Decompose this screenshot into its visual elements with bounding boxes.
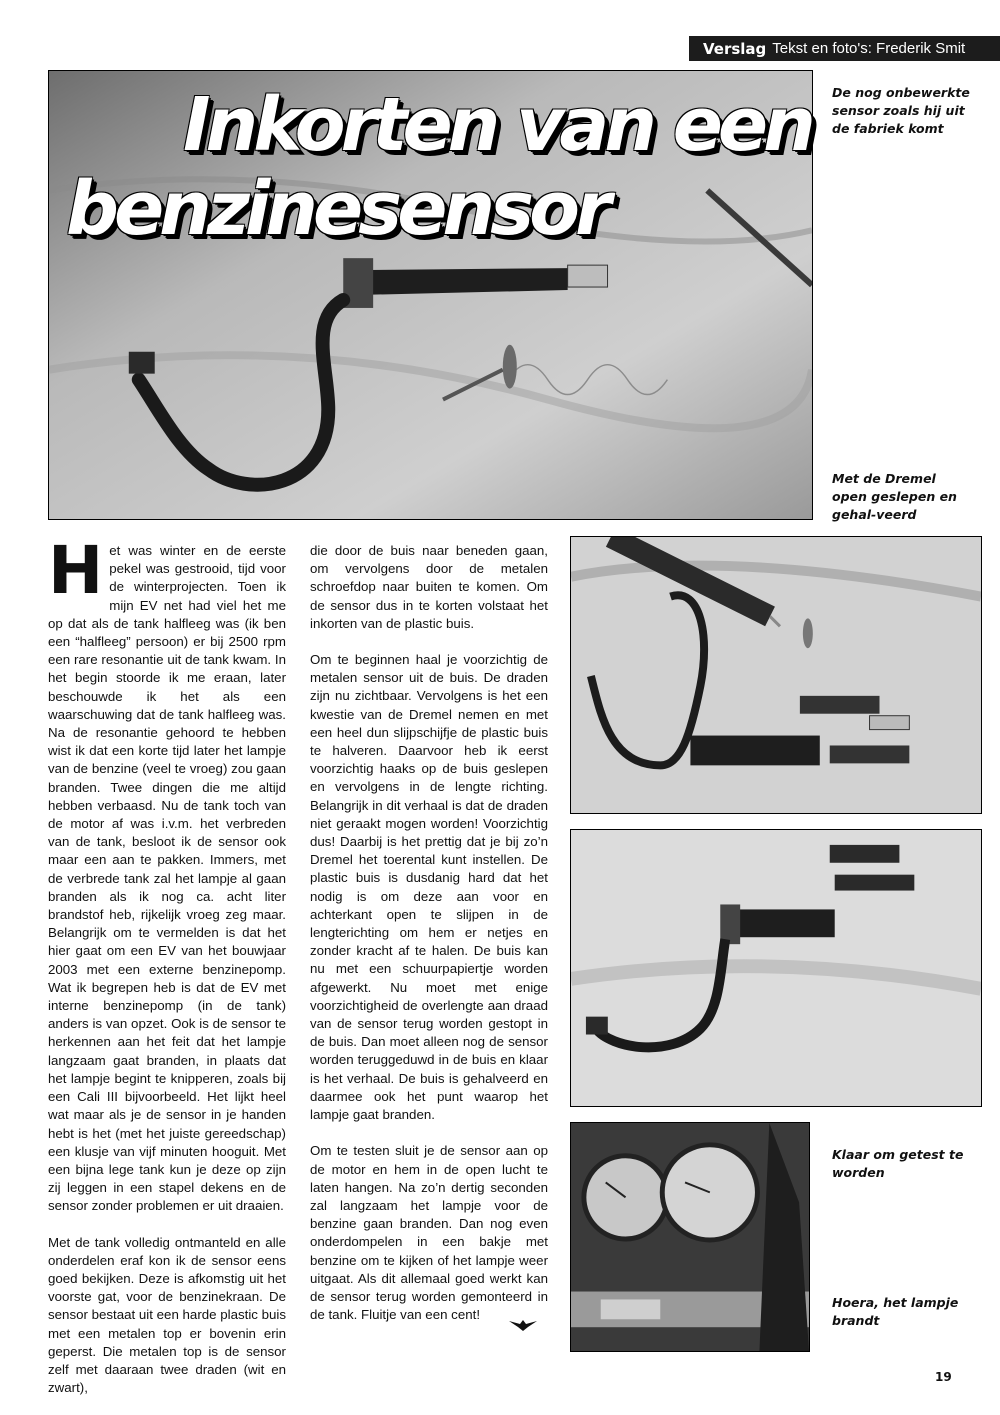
photo-opened-sensor (570, 536, 982, 814)
author-credit: Tekst en foto's: Frederik Smit (772, 40, 966, 57)
paragraph-1-text: et was winter en de eerste pekel was gestrooid, tijd voor de winterprojecten. Toen ik mijn EV net had viel het me op dat als de tank halfleeg was (ik ben een “halfleeg” persoon) er bij 2500 rpm een rare resonantie uit de tank kwam. In het begin stoorde ik me eraan, later beschouwde ik het als een waarschuwing dat de tank halfleeg was. Na de resonantie gehoord te hebben wist ik dat een korte tijd later het lampje van de benzine (veel te vroeg) zou gaan branden. Twee dingen die me altijd hebben verbaasd. Nu de tank toch van de motor af was i.v.m. het verbreden van de tank, besloot ik de sensor ook maar een aan te pakken. Immers, met de verbrede tank zal het lampje al gaan branden als ik nog ca. acht liter brandstof heb, rijkelijk vroeg zeg maar. Belangrijk om te vermelden is dat het hier gaat om een EV van het bouwjaar 2003 met een externe benzinepomp. Wat ik begrepen heb is dat de EV met interne benzinepomp (in de tank) anders is van opzet. Ook is de sensor te herkennen aan het feit dat het lampje langzaam gaat branden, in plaats dat het lampje begint te knipperen, zoals bij een Cali III bijvoorbeeld. Het lijkt heel wat maar als je de sensor in je handen hebt is het (met het juiste gereedschap) een klusje van vijf minuten hooguit. Met een bijna lege tank kun je deze op zijn zij leggen in een stapel dekens en de sensor zonder problemen er uit draaien. (48, 543, 286, 1214)
article-title-line-1: Inkorten van een (183, 82, 811, 168)
drop-cap: H (48, 532, 104, 609)
eagle-end-icon (508, 1318, 538, 1332)
page-number: 19 (935, 1370, 952, 1384)
photo-caption-3: Klaar om getest te worden (832, 1147, 964, 1180)
article-paragraph-4: Om te beginnen haal je voorzichtig de metalen sensor uit de buis. De draden zijn nu zichtbaar. Vervolgens is het een kwestie van de Dremel nemen en met een heel dun slijpschijfje de plastic buis te halveren. Daarvoor heb ik eerst voorzichtig haaks op de buis geslepen en vervolgens in de lengte richting. Belangrijk in dit verhaal is dat de draden niet geraakt mogen worden! Voorzichtig dus! Daarbij is het prettig dat je bij zo’n Dremel het toerental kunt instellen. De plastic buis is dusdanig hard dat het nodig is om deze aan voor en achterkant open te slijpen in de lengterichting om hem er netjes en zonder kracht af te halen. De buis kan nu met een schuurpapiertje worden afgewerkt. Nu moet met enige voorzichtigheid de overlengte aan draad van de sensor terug worden gestopt in de buis. Dan moet alleen nog de sensor worden teruggeduwd in de buis en klaar is het verhaal. De buis is gehalveerd en daarmee ook het punt waarop het lampje gaat branden. (310, 652, 548, 1123)
article-column-1 (48, 532, 287, 1415)
article-paragraph-1 (48, 532, 286, 1216)
article-column-2 (310, 542, 548, 1342)
article-paragraph-5: Om te testen sluit je de sensor aan op de motor en hem in de open lucht te laten hangen. Na zo’n dertig seconden zal langzaam het lampje voor de benzine gaan branden. Dan nog even onderdompelen in een bakje met benzine om te kijken of het lampje weer uitgaat. Als dit allemaal goed werkt kan de sensor terug worden gemonteerd in de tank. Fluitje van een cent! (310, 1143, 548, 1323)
article-paragraph-2: Met de tank volledig ontmanteld en alle onderdelen eraf kon ik de sensor eens goed bekijken. Deze is afkomstig uit het voorste gat, voor de benzinekraan. De sensor bestaat uit een harde plastic buis met een metalen top er bovenin erin geperst. Die metalen top is de sensor zelf met daaraan twee draden (wit en zwart), (48, 1234, 287, 1396)
section-header (689, 36, 1000, 61)
photo-caption-2: Met de Dremel open geslepen en gehal-veerd (832, 471, 957, 522)
article-title-line-2: benzinesensor (66, 166, 607, 252)
photo-dashboard-lamp (570, 1122, 810, 1352)
photo-caption-4: Hoera, het lampje brandt (832, 1295, 959, 1328)
section-label: Verslag (703, 39, 767, 58)
photo-caption-1: De nog onbewerkte sensor zoals hij uit de fabriek komt (832, 85, 970, 136)
article-paragraph-3: die door de buis naar beneden gaan, om vervolgens door de metalen schroefdop naar buiten te komen. Om de sensor dus in te korten volstaat het inkorten van de plastic buis. (310, 543, 548, 631)
photo-shortened-sensor (570, 829, 982, 1107)
